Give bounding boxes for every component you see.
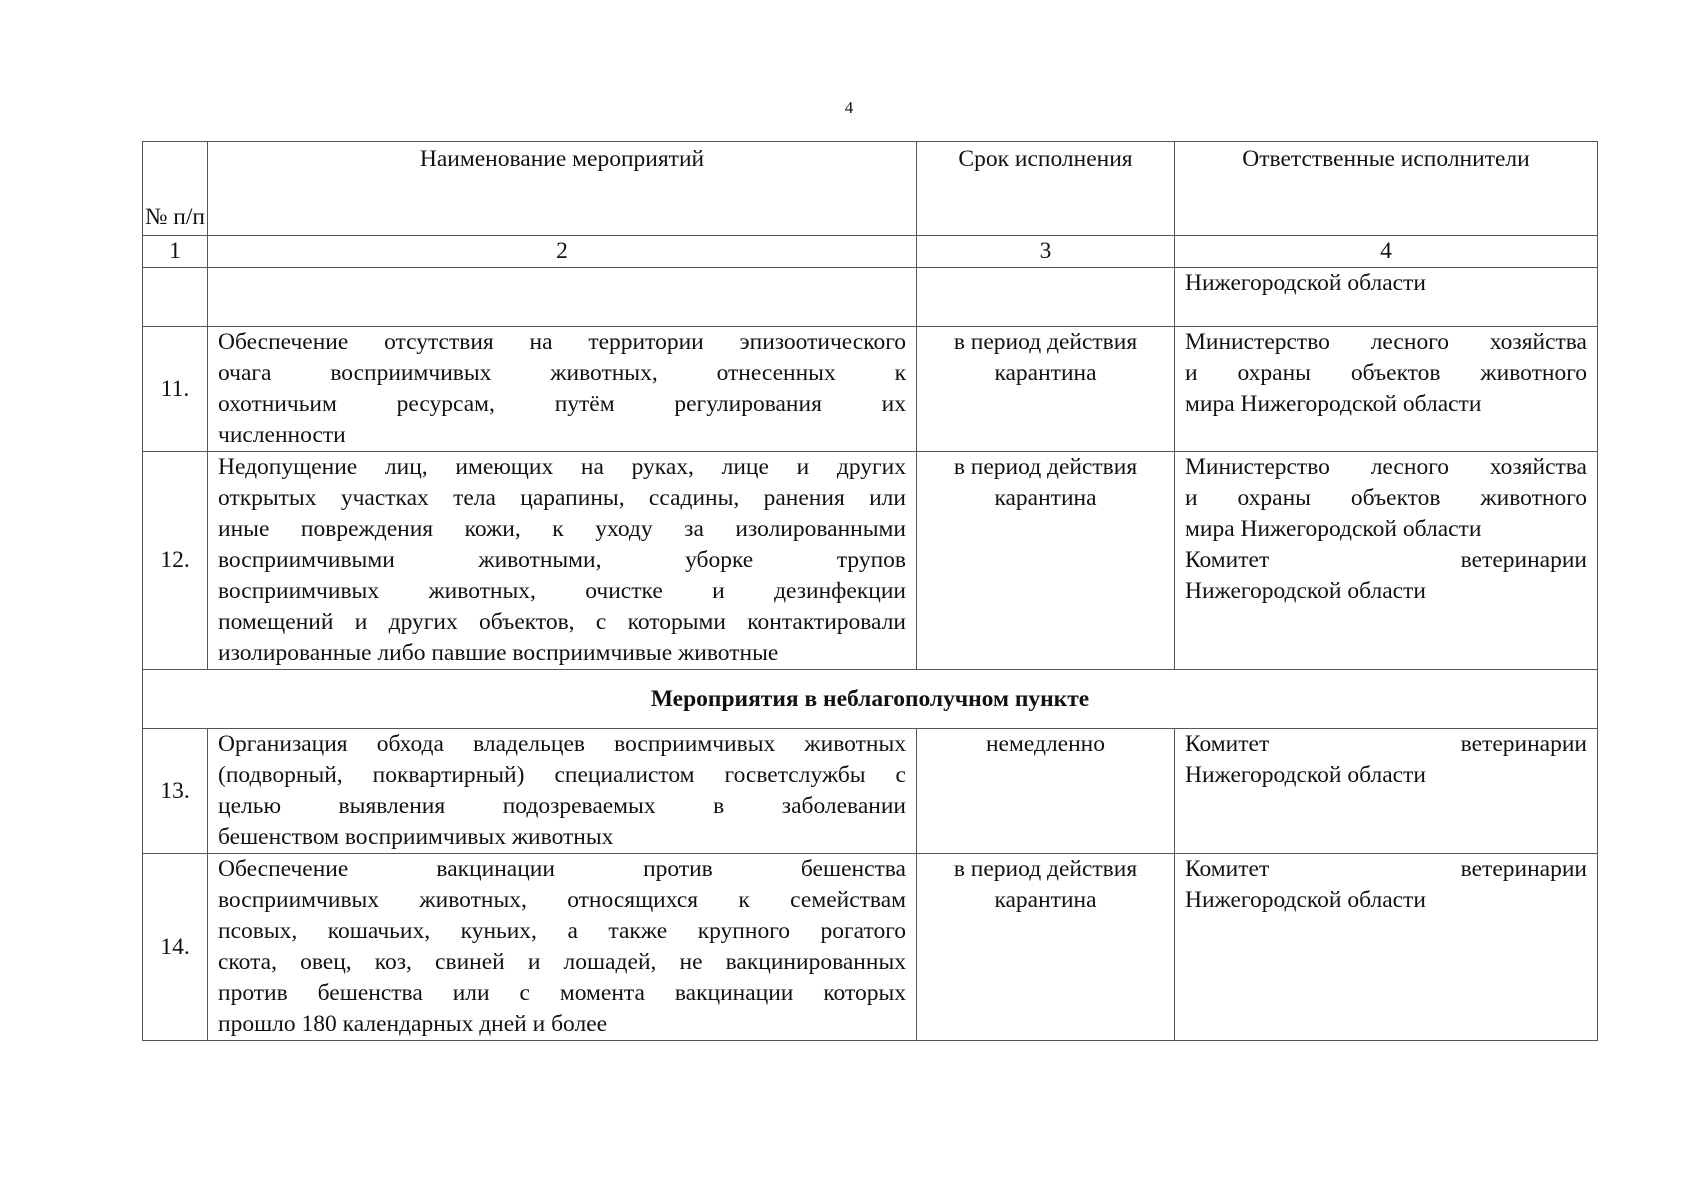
row-number: 14.	[143, 854, 208, 1041]
header-name	[208, 142, 917, 236]
header-term-label: Срок исполнения	[958, 146, 1133, 172]
term-line: карантина	[994, 887, 1097, 913]
page-number: 4	[844, 98, 854, 117]
measure-line: бешенством восприимчивых животных	[218, 824, 614, 850]
measure-name	[208, 729, 917, 854]
term-line: карантина	[994, 485, 1097, 511]
header-responsible-label: Ответственные исполнители	[1242, 146, 1530, 172]
section-row	[143, 670, 1598, 729]
measure-line: помещений и других объектов, с которыми контактировали	[218, 609, 906, 635]
header-name-label: Наименование мероприятий	[419, 146, 705, 172]
measure-line: прошло 180 календарных дней и более	[218, 1011, 608, 1037]
measure-responsible	[1175, 327, 1598, 452]
measure-line: Обеспечение вакцинации против бешенства	[218, 856, 906, 882]
measure-line: восприимчивых животных, очистке и дезинфекции	[218, 578, 906, 604]
column-index: 4	[1175, 236, 1598, 268]
header-responsible	[1175, 142, 1598, 236]
header-num-label: № п/п	[145, 204, 205, 230]
measure-line: Обеспечение отсутствия на территории эпизоотического	[218, 329, 906, 355]
table-row	[143, 452, 1598, 670]
measure-line: иные повреждения кожи, к уходу за изолированными	[218, 516, 906, 542]
measure-name	[208, 854, 917, 1041]
measure-responsible	[1175, 854, 1598, 1041]
column-index: 3	[917, 236, 1175, 268]
cell-term	[917, 268, 1175, 327]
measure-name	[208, 327, 917, 452]
column-index-row	[143, 236, 1598, 268]
measure-term	[917, 452, 1175, 670]
responsible-line: Нижегородской области	[1185, 762, 1426, 788]
table-row	[143, 854, 1598, 1041]
responsible-line: Нижегородской области	[1185, 887, 1426, 913]
measure-term	[917, 854, 1175, 1041]
measure-term	[917, 327, 1175, 452]
measure-line: восприимчивых животных, относящихся к семействам	[218, 887, 906, 913]
measure-responsible	[1175, 729, 1598, 854]
measure-line: псовых, кошачьих, куньих, а также крупного рогатого	[218, 918, 906, 944]
term-line: в период действия	[953, 329, 1138, 355]
term-line: немедленно	[985, 731, 1105, 757]
measure-term	[917, 729, 1175, 854]
measure-line: открытых участках тела царапины, ссадины, ранения или	[218, 485, 906, 511]
measure-name	[208, 452, 917, 670]
responsible-line: мира Нижегородской области	[1185, 391, 1482, 417]
header-term	[917, 142, 1175, 236]
cell-num	[143, 268, 208, 327]
measure-line: очага восприимчивых животных, отнесенных к	[218, 360, 906, 386]
measure-line: скота, овец, коз, свиней и лошадей, не вакцинированных	[218, 949, 906, 975]
term-line: в период действия	[953, 454, 1138, 480]
measure-line: охотничьим ресурсам, путём регулирования их	[218, 391, 906, 417]
table-row	[143, 327, 1598, 452]
measure-line: изолированные либо павшие восприимчивые животные	[218, 640, 779, 666]
measure-line: (подворный, поквартирный) специалистом госветслужбы с	[218, 762, 906, 788]
measure-line: Недопущение лиц, имеющих на руках, лице и других	[218, 454, 906, 480]
responsible-line: и охраны объектов животного	[1185, 485, 1587, 511]
measure-line: численности	[218, 422, 346, 448]
responsible-line: и охраны объектов животного	[1185, 360, 1587, 386]
cell-name	[208, 268, 917, 327]
term-line: в период действия	[953, 856, 1138, 882]
responsible-line: Комитет ветеринарии	[1185, 547, 1587, 573]
term-line: карантина	[994, 360, 1097, 386]
table-header-row	[143, 142, 1598, 236]
measure-line: восприимчивыми животными, уборке трупов	[218, 547, 906, 573]
responsible-line: Комитет ветеринарии	[1185, 856, 1587, 882]
table-row	[143, 729, 1598, 854]
measure-line: целью выявления подозреваемых в заболевании	[218, 793, 906, 819]
row-number: 11.	[143, 327, 208, 452]
measure-line: против бешенства или с момента вакцинации которых	[218, 980, 906, 1006]
continuation-row	[143, 268, 1598, 327]
responsible-line: мира Нижегородской области	[1185, 516, 1482, 542]
responsible-line: Министерство лесного хозяйства	[1185, 454, 1587, 480]
cell-responsible: Нижегородской области	[1175, 268, 1598, 327]
column-index: 1	[143, 236, 208, 268]
responsible-line: Нижегородской области	[1185, 578, 1426, 604]
row-number: 12.	[143, 452, 208, 670]
column-index: 2	[208, 236, 917, 268]
measures-table	[142, 141, 1598, 1041]
measure-responsible	[1175, 452, 1598, 670]
responsible-line: Министерство лесного хозяйства	[1185, 329, 1587, 355]
section-title: Мероприятия в неблагополучном пункте	[143, 670, 1598, 729]
header-num	[143, 142, 208, 236]
measure-line: Организация обхода владельцев восприимчивых животных	[218, 731, 906, 757]
row-number: 13.	[143, 729, 208, 854]
responsible-line: Комитет ветеринарии	[1185, 731, 1587, 757]
